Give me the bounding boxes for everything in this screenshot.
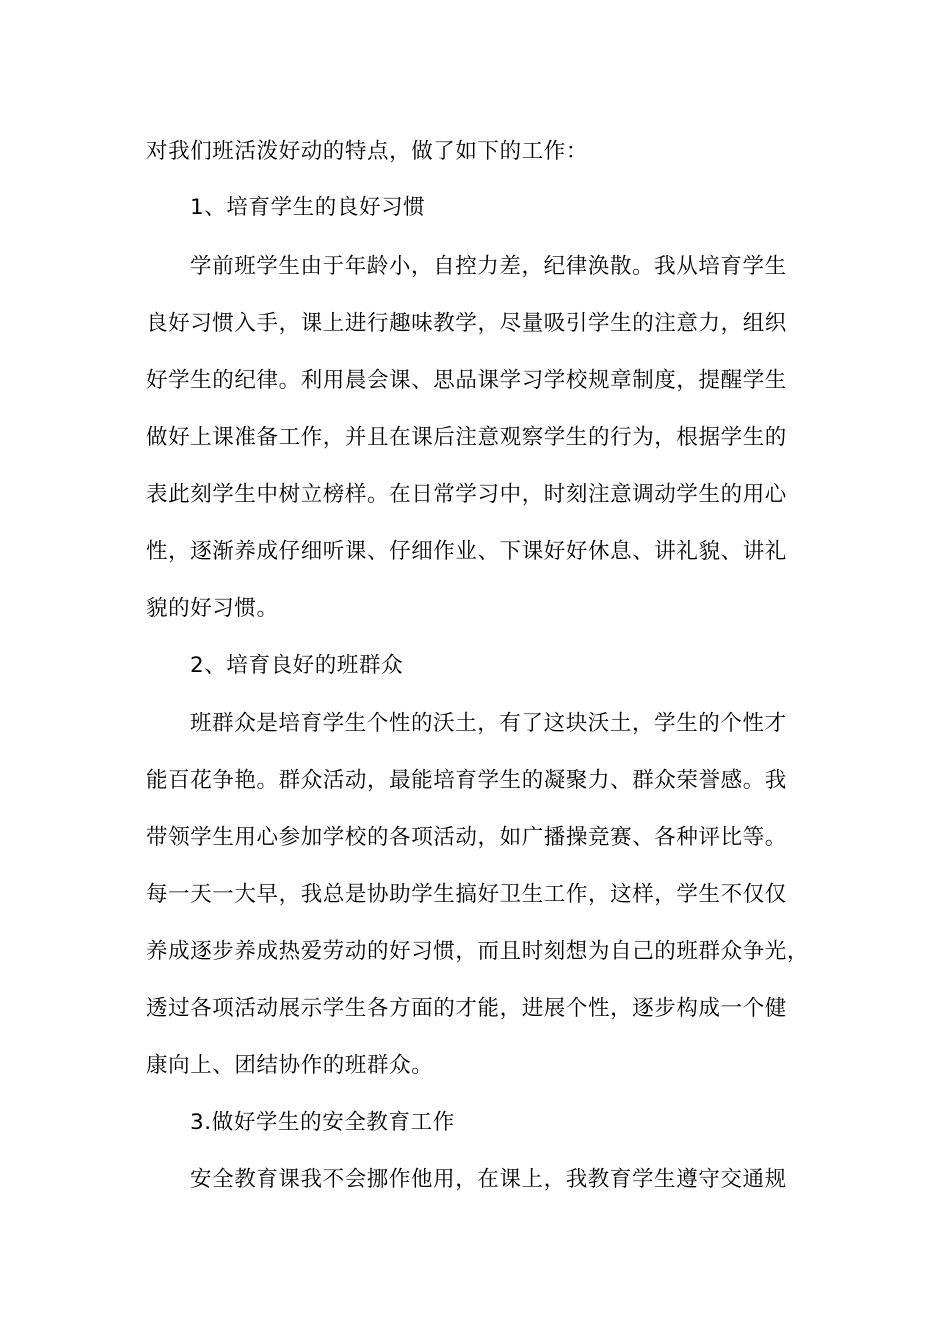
paragraph-line: 带领学生用心参加学校的各项活动，如广播操竞赛、各种评比等。 xyxy=(146,825,787,850)
paragraph-line: 性，逐渐养成仔细听课、仔细作业、下课好好休息、讲礼貌、讲礼 xyxy=(146,539,787,564)
section-heading: 3.做好学生的安全教育工作 xyxy=(190,1110,455,1135)
paragraph-line: 对我们班活泼好动的特点，做了如下的工作： xyxy=(146,139,589,164)
paragraph-line: 良好习惯入手，课上进行趣味教学，尽量吸引学生的注意力，组织 xyxy=(146,311,787,336)
paragraph-line: 好学生的纪律。利用晨会课、思品课学习学校规章制度，提醒学生 xyxy=(146,368,787,393)
paragraph-line: 班群众是培育学生个性的沃土，有了这块沃土，学生的个性才 xyxy=(190,711,787,736)
paragraph-line: 每一天一大早，我总是协助学生搞好卫生工作，这样，学生不仅仅 xyxy=(146,882,787,907)
section-heading: 2、培育良好的班群众 xyxy=(190,653,404,678)
paragraph-line: 康向上、团结协作的班群众。 xyxy=(146,1053,434,1078)
paragraph-line: 养成逐步养成热爱劳动的好习惯，而且时刻想为自己的班群众争光， xyxy=(146,939,810,964)
paragraph-line: 能百花争艳。群众活动，最能培育学生的凝聚力、群众荣誉感。我 xyxy=(146,768,787,793)
paragraph-line: 学前班学生由于年龄小，自控力差，纪律涣散。我从培育学生 xyxy=(190,254,787,279)
paragraph-line: 做好上课准备工作，并且在课后注意观察学生的行为，根据学生的 xyxy=(146,425,787,450)
section-heading: 1、培育学生的良好习惯 xyxy=(190,195,426,220)
paragraph-line: 貌的好习惯。 xyxy=(146,596,279,621)
paragraph-line: 透过各项活动展示学生各方面的才能，进展个性，逐步构成一个健 xyxy=(146,996,787,1021)
paragraph-line: 安全教育课我不会挪作他用，在课上，我教育学生遵守交通规 xyxy=(190,1167,787,1192)
paragraph-line: 表此刻学生中树立榜样。在日常学习中，时刻注意调动学生的用心 xyxy=(146,482,787,507)
